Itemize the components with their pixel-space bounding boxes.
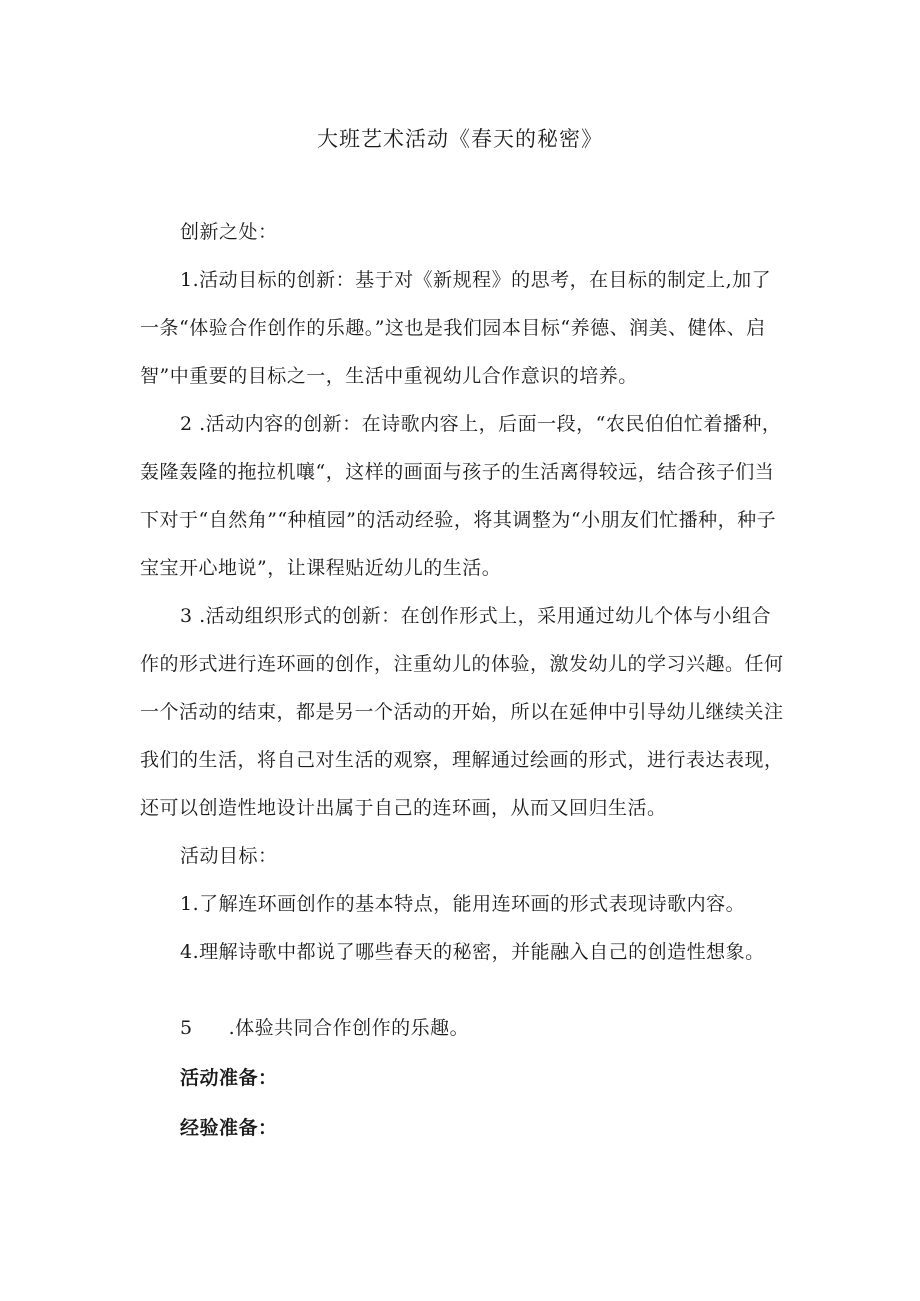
innovation-heading: 创新之处： — [180, 221, 278, 243]
innovation-paragraph-3: 3 .活动组织形式的创新：在创作形式上，采用通过幼儿个体与小组合作的形式进行连环画的创作，注重幼儿的体验，激发幼儿的学习兴趣。任何一个活动的结束，都是另一个活动的开始，所以在延伸中引导幼儿继续关注我们的生活，将自己对生活的观察，理解通过绘画的形式，进行表达表现，还可以创造性地设计出属于自己的连环画，从而又回归生活。 — [140, 605, 784, 819]
goal-5-text: .体验共同合作创作的乐趣。 — [228, 1017, 470, 1039]
preparation-heading: 活动准备： — [180, 1067, 278, 1089]
goal-5-number: 5 — [180, 1017, 193, 1039]
experience-preparation-heading: 经验准备： — [180, 1117, 278, 1139]
goal-1: 1.了解连环画创作的基本特点，能用连环画的形式表现诗歌内容。 — [180, 893, 746, 915]
goal-5 — [140, 1004, 790, 1052]
document-title: 大班艺术活动《春天的秘密》 — [317, 127, 603, 151]
innovation-paragraph-2: 2 .活动内容的创新：在诗歌内容上，后面一段，“农民伯伯忙着播种，轰隆轰隆的拖拉机嚷“，这样的画面与孩子的生活离得较远，结合孩子们当下对于“自然角”“种植园”的活动经验，将其调整为“小朋友们忙播种，种子宝宝开心地说”，让课程贴近幼儿的生活。 — [140, 413, 782, 579]
innovation-paragraph-1: 1.活动目标的创新：基于对《新规程》的思考，在目标的制定上,加了一条“体验合作创作的乐趣。”这也是我们园本目标“养德、润美、健体、启智”中重要的目标之一，生活中重视幼儿合作意识的培养。 — [140, 269, 772, 387]
goals-heading: 活动目标： — [180, 845, 278, 867]
goal-4: 4.理解诗歌中都说了哪些春天的秘密，并能融入自己的创造性想象。 — [180, 941, 765, 963]
